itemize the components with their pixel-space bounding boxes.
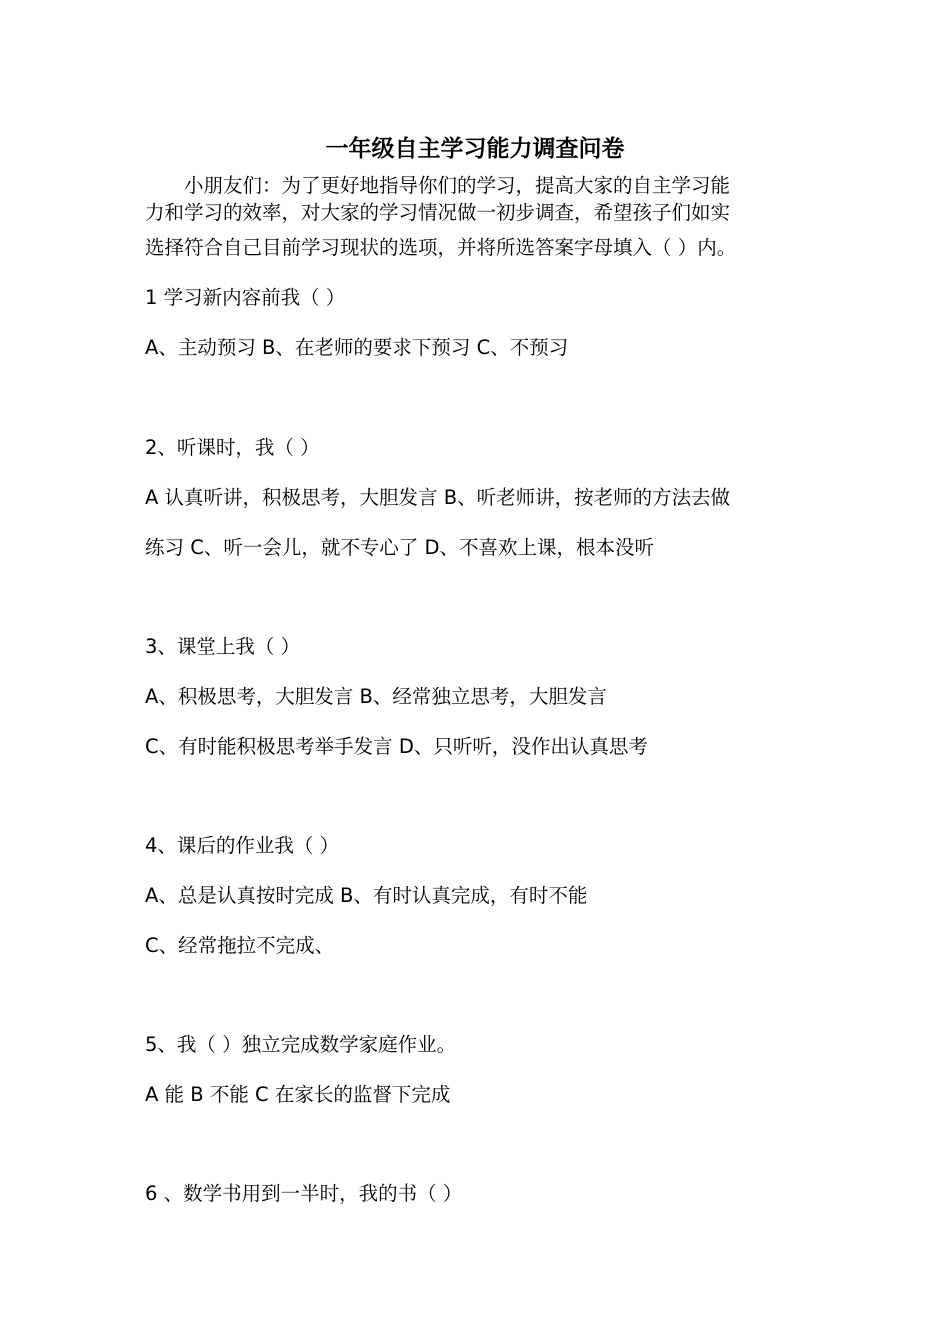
question-5-options: A 能 B 不能 C 在家长的监督下完成 [145,1083,451,1106]
question-6-prompt: 6 、数学书用到一半时，我的书（ ） [145,1182,463,1205]
question-3-prompt: 3、课堂上我（ ） [145,635,301,658]
intro-line-1: 小朋友们：为了更好地指导你们的学习，提高大家的自主学习能 [145,174,731,197]
question-2-options-line-2: 练习 C、听一会儿，就不专心了 D、不喜欢上课，根本没听 [145,536,655,559]
question-3-options-line-2: C、有时能积极思考举手发言 D、只听听，没作出认真思考 [145,735,648,758]
question-4-prompt: 4、课后的作业我（ ） [145,834,340,857]
question-1-prompt: 1 学习新内容前我（ ） [145,286,346,309]
question-2-prompt: 2、听课时，我（ ） [145,436,320,459]
intro-line-3: 选择符合自己目前学习现状的选项，并将所选答案字母填入（ ）内。 [145,236,737,259]
question-5-prompt: 5、我（ ）独立完成数学家庭作业。 [145,1033,457,1056]
survey-title: 一年级自主学习能力调查问卷 [325,136,625,162]
question-1-options: A、主动预习 B、在老师的要求下预习 C、不预习 [145,336,569,359]
question-2-options-line-1: A 认真听讲，积极思考，大胆发言 B、听老师讲，按老师的方法去做 [145,486,731,509]
intro-line-2: 力和学习的效率，对大家的学习情况做一初步调查，希望孩子们如实 [145,201,731,224]
question-4-options-line-2: C、经常拖拉不完成、 [145,934,335,957]
question-4-options-line-1: A、总是认真按时完成 B、有时认真完成，有时不能 [145,884,588,907]
question-3-options-line-1: A、积极思考，大胆发言 B、经常独立思考，大胆发言 [145,685,607,708]
